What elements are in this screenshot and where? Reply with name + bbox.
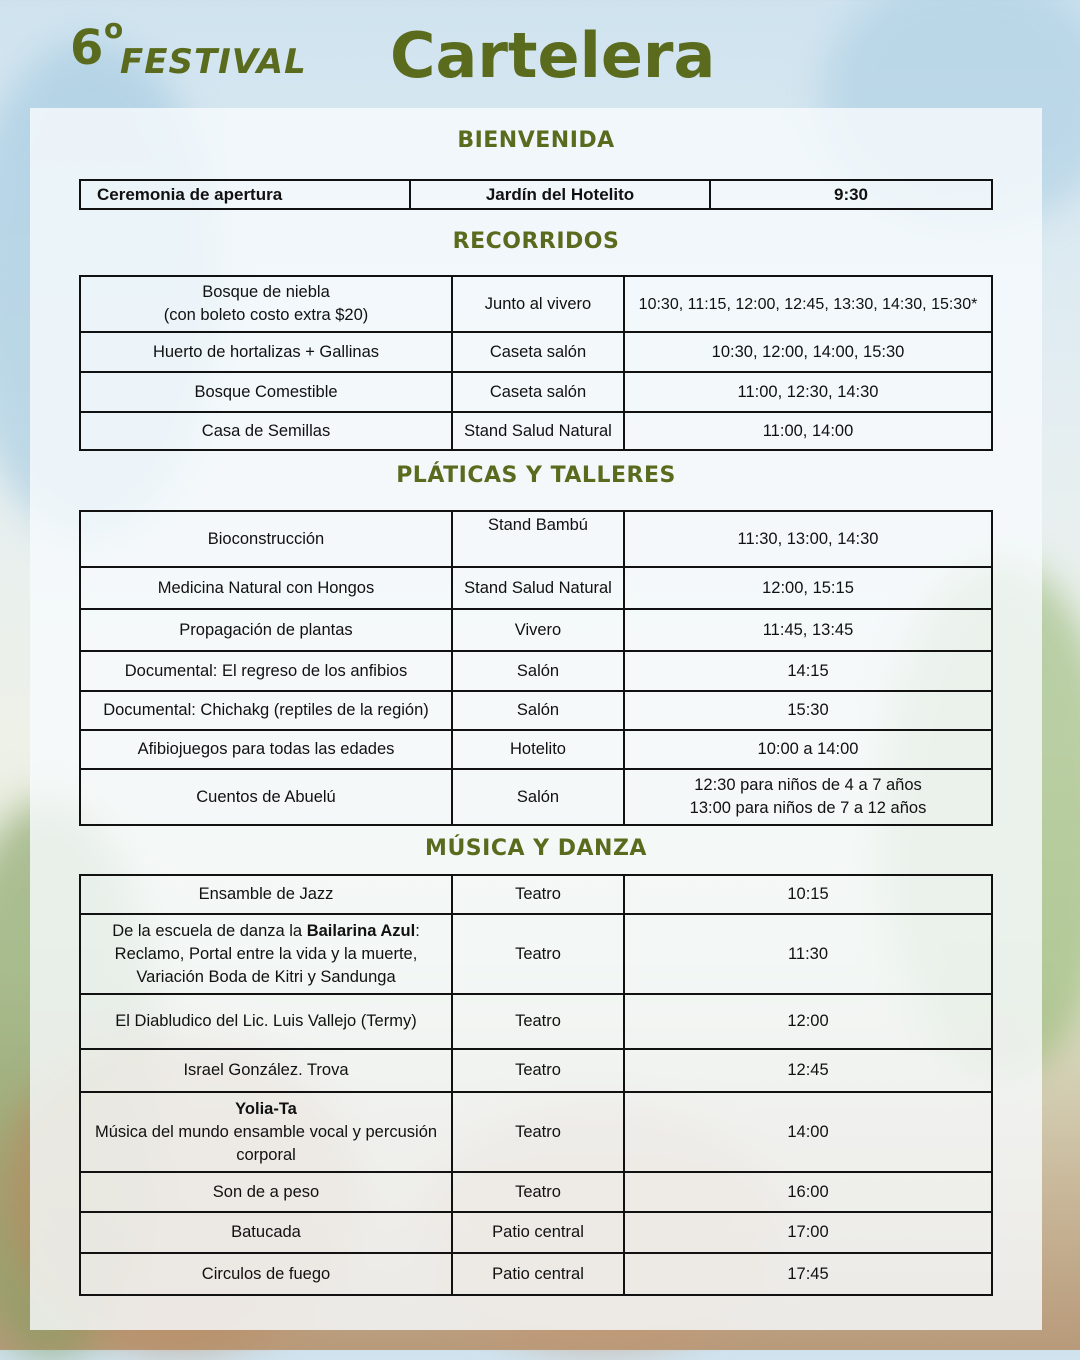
event-time: 11:45, 13:45 (624, 609, 992, 651)
event-location: Junto al vivero (452, 276, 624, 332)
event-name: Cuentos de Abuelú (80, 769, 452, 825)
table-row (80, 1172, 992, 1212)
table-row (80, 994, 992, 1049)
table-row (80, 1049, 992, 1092)
platicas-table (79, 510, 993, 826)
event-location: Patio central (452, 1212, 624, 1253)
event-name-part: : (415, 921, 420, 940)
event-time: 11:00, 14:00 (624, 412, 992, 450)
schedule-panel (30, 108, 1042, 1330)
event-name: Afibiojuegos para todas las edades (80, 730, 452, 769)
event-name: Documental: Chichakg (reptiles de la región) (80, 691, 452, 730)
event-location: Caseta salón (452, 372, 624, 412)
festival-number: 6 (70, 20, 104, 76)
event-time-line: 13:00 para niños de 7 a 12 años (689, 799, 927, 817)
event-time: 10:30, 11:15, 12:00, 12:45, 13:30, 14:30, 15:30* (624, 276, 992, 332)
event-name: Medicina Natural con Hongos (80, 567, 452, 609)
table-row (80, 769, 992, 825)
table-row (80, 276, 992, 332)
event-location: Stand Salud Natural (452, 567, 624, 609)
event-time: 14:15 (624, 651, 992, 691)
event-name-line: Música del mundo ensamble vocal y percusión (94, 1122, 438, 1141)
event-name-line (85, 920, 447, 943)
event-location: Patio central (452, 1253, 624, 1295)
event-location: Vivero (452, 609, 624, 651)
festival-word: FESTIVAL (120, 42, 307, 82)
event-time: 14:00 (624, 1092, 992, 1172)
event-time: 11:30, 13:00, 14:30 (624, 511, 992, 567)
bienvenida-table (79, 179, 993, 210)
table-row (80, 1253, 992, 1295)
event-time: 17:45 (624, 1253, 992, 1295)
event-time: 11:00, 12:30, 14:30 (624, 372, 992, 412)
section-title-musica: MÚSICA Y DANZA (425, 836, 647, 861)
event-time: 10:15 (624, 875, 992, 914)
event-time: 16:00 (624, 1172, 992, 1212)
event-name: Batucada (80, 1212, 452, 1253)
event-name: Ensamble de Jazz (80, 875, 452, 914)
event-name: Propagación de plantas (80, 609, 452, 651)
event-name-note: (con boleto costo extra $20) (163, 306, 369, 324)
table-row (80, 1092, 992, 1172)
event-location: Stand Salud Natural (452, 412, 624, 450)
event-location: Caseta salón (452, 332, 624, 372)
event-time: 12:45 (624, 1049, 992, 1092)
festival-logo (70, 12, 307, 82)
event-name: Casa de Semillas (80, 412, 452, 450)
event-time: 10:30, 12:00, 14:00, 15:30 (624, 332, 992, 372)
page-title: Cartelera (390, 19, 716, 92)
table-row (80, 412, 992, 450)
section-title-platicas: PLÁTICAS Y TALLERES (396, 463, 676, 488)
event-name-highlight: Bailarina Azul (306, 921, 416, 940)
table-row (80, 180, 992, 209)
event-time: 12:00 (624, 994, 992, 1049)
event-name (80, 276, 452, 332)
event-location: Teatro (452, 1092, 624, 1172)
table-row (80, 730, 992, 769)
table-row (80, 914, 992, 994)
event-name-line: Reclamo, Portal entre la vida y la muerte, (114, 944, 418, 963)
event-location: Stand Bambú (452, 511, 624, 567)
festival-degree: o (104, 12, 124, 45)
recorridos-table (79, 275, 993, 451)
event-name: Ceremonia de apertura (80, 180, 410, 209)
event-name: Son de a peso (80, 1172, 452, 1212)
event-time (624, 769, 992, 825)
event-location: Hotelito (452, 730, 624, 769)
event-time: 12:00, 15:15 (624, 567, 992, 609)
table-row (80, 332, 992, 372)
event-location: Salón (452, 691, 624, 730)
event-name (80, 1092, 452, 1172)
event-time: 11:30 (624, 914, 992, 994)
section-title-bienvenida: BIENVENIDA (457, 128, 615, 153)
table-row (80, 691, 992, 730)
event-time: 17:00 (624, 1212, 992, 1253)
event-name: Bioconstrucción (80, 511, 452, 567)
table-row (80, 567, 992, 609)
event-name-line: Variación Boda de Kitri y Sandunga (136, 967, 396, 986)
section-title-recorridos: RECORRIDOS (452, 229, 620, 254)
event-name: Documental: El regreso de los anfibios (80, 651, 452, 691)
event-name-part: De la escuela de danza la (112, 921, 307, 940)
event-name: Bosque Comestible (80, 372, 452, 412)
table-row (80, 511, 992, 567)
event-name-line: Bosque de niebla (202, 283, 330, 301)
table-row (80, 875, 992, 914)
event-location: Teatro (452, 1049, 624, 1092)
event-location: Teatro (452, 1172, 624, 1212)
event-time: 10:00 a 14:00 (624, 730, 992, 769)
event-name: Israel González. Trova (80, 1049, 452, 1092)
table-row (80, 372, 992, 412)
event-name-line: Yolia-Ta (235, 1099, 297, 1118)
event-location: Teatro (452, 875, 624, 914)
event-name: El Diabludico del Lic. Luis Vallejo (Termy) (80, 994, 452, 1049)
header (0, 0, 1080, 108)
table-row (80, 1212, 992, 1253)
event-location: Salón (452, 769, 624, 825)
event-name-line: corporal (236, 1145, 296, 1164)
event-time-line: 12:30 para niños de 4 a 7 años (694, 776, 922, 794)
event-location: Teatro (452, 914, 624, 994)
table-row (80, 651, 992, 691)
event-time: 15:30 (624, 691, 992, 730)
musica-table (79, 874, 993, 1296)
event-location: Salón (452, 651, 624, 691)
event-time: 9:30 (710, 180, 992, 209)
event-name (80, 914, 452, 994)
event-name: Huerto de hortalizas + Gallinas (80, 332, 452, 372)
event-location: Jardín del Hotelito (410, 180, 710, 209)
event-name: Circulos de fuego (80, 1253, 452, 1295)
table-row (80, 609, 992, 651)
event-location: Teatro (452, 994, 624, 1049)
